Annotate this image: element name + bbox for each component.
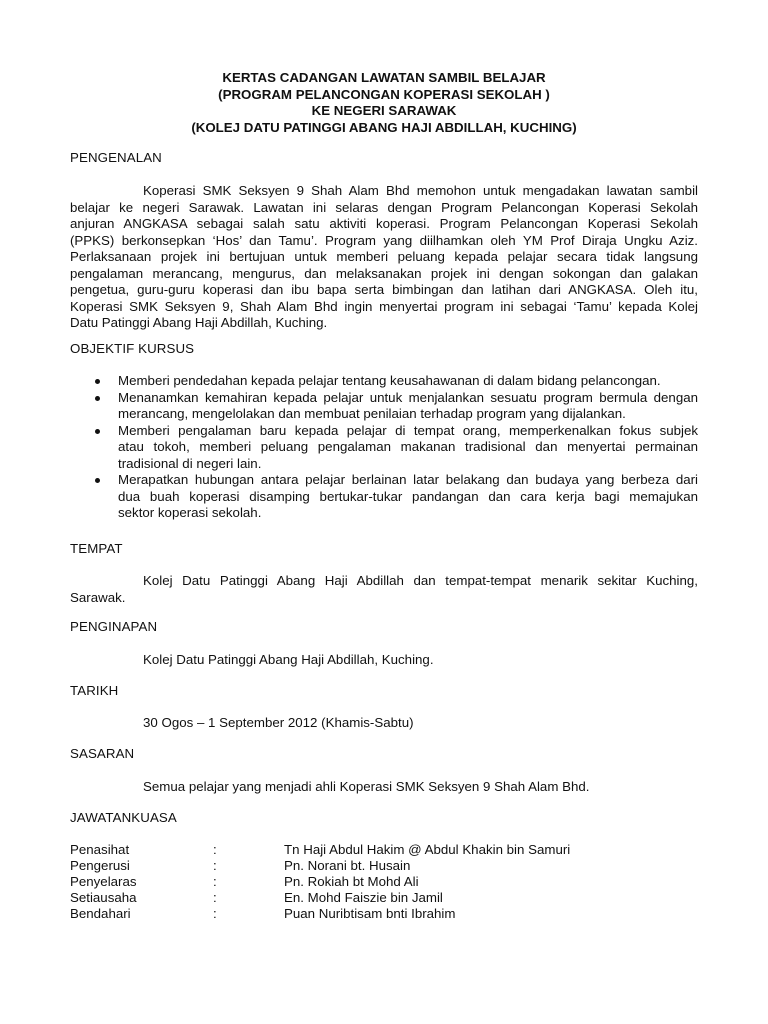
bullet-icon — [95, 396, 100, 401]
objektif-list — [70, 373, 698, 522]
section-heading-jawatankuasa: JAWATANKUASA — [70, 810, 177, 825]
bullet-icon — [95, 379, 100, 384]
bullet-icon — [95, 429, 100, 434]
list-item — [70, 472, 698, 522]
tempat-paragraph — [70, 573, 698, 606]
committee-row — [70, 842, 698, 858]
committee-name: Puan Nuribtisam bnti Ibrahim — [284, 906, 456, 921]
section-heading-tarikh: TARIKH — [70, 683, 119, 698]
section-heading-pengenalan: PENGENALAN — [70, 150, 162, 165]
pengenalan-paragraph — [70, 183, 698, 332]
committee-separator: : — [213, 874, 217, 889]
paragraph-line: Koperasi SMK Seksyen 9, Shah Alam Bhd ingin menyertai program ini sebagai ‘Tamu’ kepada Kolej — [70, 298, 698, 314]
committee-separator: : — [213, 842, 217, 857]
committee-name: Pn. Norani bt. Husain — [284, 858, 411, 873]
committee-row — [70, 890, 698, 906]
list-item-line: Menanamkan kemahiran kepada pelajar untuk menjalankan sesuatu program bermula dengan — [118, 389, 698, 405]
section-heading-objektif: OBJEKTIF KURSUS — [70, 341, 195, 356]
committee-row — [70, 858, 698, 874]
list-item-line: Memberi pendedahan kepada pelajar tentang keusahawanan di dalam bidang pelancongan. — [118, 373, 661, 388]
list-item-line: Merapatkan hubungan antara pelajar berlainan latar belakang dan budaya yang berbeza dari — [118, 472, 698, 487]
paragraph-line: (PPKS) berkonsepkan ‘Hos’ dan Tamu’. Program yang diilhamkan oleh YM Prof Diraja Ungku Aziz. — [70, 232, 698, 248]
title-line-4: (KOLEJ DATU PATINGGI ABANG HAJI ABDILLAH, KUCHING) — [191, 119, 577, 135]
paragraph-line: belajar ke negeri Sarawak. Lawatan ini selaras dengan Program Pelancongan Koperasi Sekolah — [70, 199, 698, 215]
committee-row — [70, 874, 698, 890]
committee-role: Bendahari — [70, 906, 131, 921]
committee-name: Pn. Rokiah bt Mohd Ali — [284, 874, 419, 889]
sasaran-text: Semua pelajar yang menjadi ahli Koperasi SMK Seksyen 9 Shah Alam Bhd. — [143, 779, 590, 794]
list-item — [70, 390, 698, 423]
paragraph-line: pengetua, guru-guru koperasi dan ibu bapa serta bimbingan dan latihan dari ANGKASA. Oleh itu, — [70, 282, 698, 297]
list-item-line: tradisional di negeri lain. — [118, 455, 262, 471]
paragraph-line: Sarawak. — [70, 589, 126, 605]
list-item — [70, 423, 698, 473]
committee-role: Penyelaras — [70, 874, 137, 889]
paragraph-line: anjuran ANGKASA sebagai salah satu aktiviti koperasi. Program Pelancongan Koperasi Sekolah — [70, 216, 698, 231]
paragraph-line: Datu Patinggi Abang Haji Abdillah, Kuching. — [70, 315, 328, 330]
paragraph-line: Koperasi SMK Seksyen 9 Shah Alam Bhd memohon untuk mengadakan lawatan sambil — [143, 183, 698, 198]
committee-name: En. Mohd Faiszie bin Jamil — [284, 890, 443, 905]
tarikh-text: 30 Ogos – 1 September 2012 (Khamis-Sabtu) — [143, 715, 414, 730]
section-heading-sasaran: SASARAN — [70, 746, 135, 761]
list-item-line: sektor koperasi sekolah. — [118, 505, 262, 520]
penginapan-text: Kolej Datu Patinggi Abang Haji Abdillah, Kuching. — [143, 652, 434, 667]
committee-separator: : — [213, 858, 217, 873]
title-line-3: KE NEGERI SARAWAK — [311, 103, 457, 118]
committee-role: Setiausaha — [70, 890, 137, 905]
bullet-icon — [95, 478, 100, 483]
list-item — [70, 373, 698, 390]
list-item-line: Memberi pengalaman baru kepada pelajar di tempat orang, memperkenalkan fokus subjek — [118, 422, 698, 438]
committee-separator: : — [213, 906, 217, 921]
committee-role: Pengerusi — [70, 858, 130, 873]
committee-role: Penasihat — [70, 842, 130, 857]
list-item-line: atau tokoh, memberi peluang pengalaman makanan tradisional dan menyertai permainan — [118, 439, 698, 454]
document-title — [70, 70, 698, 136]
paragraph-line: Perlaksanaan projek ini bertujuan untuk memberi peluang kepada pelajar secara tidak langsung — [70, 249, 698, 264]
title-line-2: (PROGRAM PELANCONGAN KOPERASI SEKOLAH ) — [218, 86, 550, 102]
committee-row — [70, 906, 698, 922]
section-heading-tempat: TEMPAT — [70, 541, 123, 556]
committee-separator: : — [213, 890, 217, 905]
list-item-line: merancang, mengelolakan dan membuat penilaian terhadap program yang dijalankan. — [118, 406, 626, 421]
paragraph-line: pengalaman merancang, mengurus, dan melaksanakan projek ini dengan sokongan dan galakan — [70, 265, 698, 281]
section-heading-penginapan: PENGINAPAN — [70, 619, 158, 634]
paragraph-line: Kolej Datu Patinggi Abang Haji Abdillah dan tempat-tempat menarik sekitar Kuching, — [143, 573, 698, 588]
committee-name: Tn Haji Abdul Hakim @ Abdul Khakin bin Samuri — [284, 842, 571, 857]
title-line-1: KERTAS CADANGAN LAWATAN SAMBIL BELAJAR — [222, 70, 546, 85]
list-item-line: dua buah koperasi disamping bertukar-tukar pandangan dan cara kerja bagi memajukan — [118, 488, 698, 504]
committee-list — [70, 842, 698, 922]
